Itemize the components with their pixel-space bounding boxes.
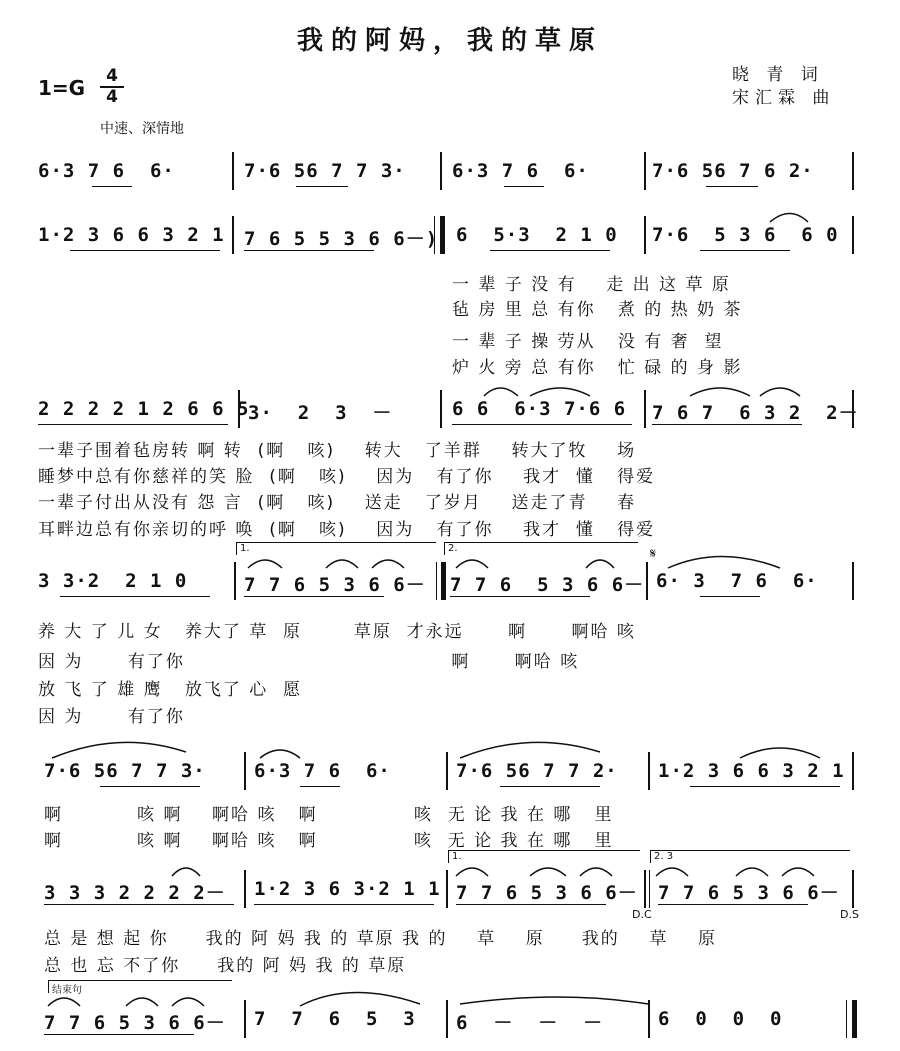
row-3-measure-1: 2 2 2 2 1 2 6 6 5 [38,398,250,420]
row-3-measure-4: 7 6 7 6 3 2 2－ [652,402,859,424]
row-2-lyric-3: 一 辈 子 操 劳从 没 有 奢 望 [452,332,724,352]
row-4-lyric-1: 养 大 了 儿 女 养大了 草 原 草原 才永远 啊 啊哈 咳 [38,622,636,642]
row-6-lyric-1: 总 是 想 起 你 我的 阿 妈 我 的 草原 我 的 草 原 我的 草 原 [44,929,717,949]
row-7-measure-2: 7 7 6 5 3 [254,1008,416,1030]
volta-first-ending: 1. [236,542,436,555]
row-3-lyric-3: 一辈子付出从没有 怨 言 (啊 咳) 送走 了岁月 送走了青 春 [38,493,637,513]
coda-bracket: 结束句 [48,980,232,993]
composer-credit: 宋汇霖 曲 [732,88,836,108]
row-4-measure-3: 7 7 6 5 3 6 6－ [450,574,645,596]
row-3-measure-3: 6 6 6·3 7·6 6 [452,398,627,420]
row-5-lyric-1: 啊 咳 啊 啊哈 咳 啊 咳 无 论 我 在 哪 里 [44,805,614,825]
row-2-lyric-4: 炉 火 旁 总 有你 忙 碌 的 身 影 [452,358,743,378]
lyricist-credit: 晓 青 词 [732,65,824,85]
row-6-measure-3: 7 7 6 5 3 6 6－ [456,882,638,904]
row-7-measure-4: 6 0 0 0 [658,1008,783,1030]
row-7-measure-1: 7 7 6 5 3 6 6－ [44,1012,226,1034]
row-4-lyric-3: 放 飞 了 雄 鹰 放飞了 心 愿 [38,680,303,700]
row-4-lyric-2: 因 为 有了你 啊 啊哈 咳 [38,652,580,672]
row-2-measure-4: 7·6 5 3 6 6 0 [652,224,839,246]
row-2-lyric-2: 毡 房 里 总 有你 煮 的 热 奶 茶 [452,300,743,320]
time-signature-bottom: 4 [106,87,118,107]
row-6-measure-1: 3 3 3 2 2 2 2－ [44,882,226,904]
row-7-measure-3: 6 － － － [456,1012,604,1034]
row-6-measure-2: 1·2 3 6 3·2 1 1 [254,878,441,900]
time-signature-top: 4 [106,66,118,86]
row-5-measure-1: 7·6 56 7 7 3· [44,760,206,782]
row-2-lyric-1: 一 辈 子 没 有 走 出 这 草 原 [452,275,731,295]
row-6-measure-4: 7 7 6 5 3 6 6－ [658,882,840,904]
row-2-measure-1: 1·2 3 6 6 3 2 1 [38,224,225,246]
row-1-measure-4: 7·6 56 7 6 2· [652,160,814,182]
row-5-measure-2: 6·3 7 6 6· [254,760,391,782]
row-5-lyric-2: 啊 咳 啊 啊哈 咳 啊 咳 无 论 我 在 哪 里 [44,831,614,851]
song-title: 我的阿妈，我的草原 [296,26,603,56]
row-6-lyric-2: 总 也 忘 不了你 我的 阿 妈 我 的 草原 [44,956,407,976]
row-2-measure-2: 7 6 5 5 3 6 6－) [244,228,439,250]
row-5-measure-3: 7·6 56 7 7 2· [456,760,618,782]
ds-marking: D.S [840,908,859,921]
row-3-lyric-1: 一辈子围着毡房转 啊 转 (啊 咳) 转大 了羊群 转大了牧 场 [38,441,637,461]
row-3-lyric-2: 睡梦中总有你慈祥的笑 脸 (啊 咳) 因为 有了你 我才 懂 得爱 [38,467,656,487]
row-3-measure-2: 3· 2 3 － [248,402,393,424]
row-4-measure-2: 7 7 6 5 3 6 6－ [244,574,426,596]
row-1-measure-2: 7·6 56 7 7 3· [244,160,406,182]
row-4-measure-4: 6· 3 7 6 6· [656,570,818,592]
row-1-measure-1: 6·3 7 6 6· [38,160,175,182]
volta-row6-second: 2. 3 [650,850,850,863]
tempo-marking: 中速、深情地 [100,121,184,137]
volta-row6-first: 1. [448,850,640,863]
key-signature: 1=G [38,76,86,100]
row-3-lyric-4: 耳畔边总有你亲切的呼 唤 (啊 咳) 因为 有了你 我才 懂 得爱 [38,520,656,540]
row-2-measure-3: 6 5·3 2 1 0 [456,224,618,246]
row-1-measure-3: 6·3 7 6 6· [452,160,589,182]
segno-icon: 𝄋 [650,546,657,562]
volta-second-ending: 2. [444,542,638,555]
row-4-lyric-4: 因 为 有了你 [38,707,185,727]
row-5-measure-4: 1·2 3 6 6 3 2 1 [658,760,845,782]
dc-marking: D.C [632,908,652,921]
row-4-measure-1: 3 3·2 2 1 0 [38,570,188,592]
